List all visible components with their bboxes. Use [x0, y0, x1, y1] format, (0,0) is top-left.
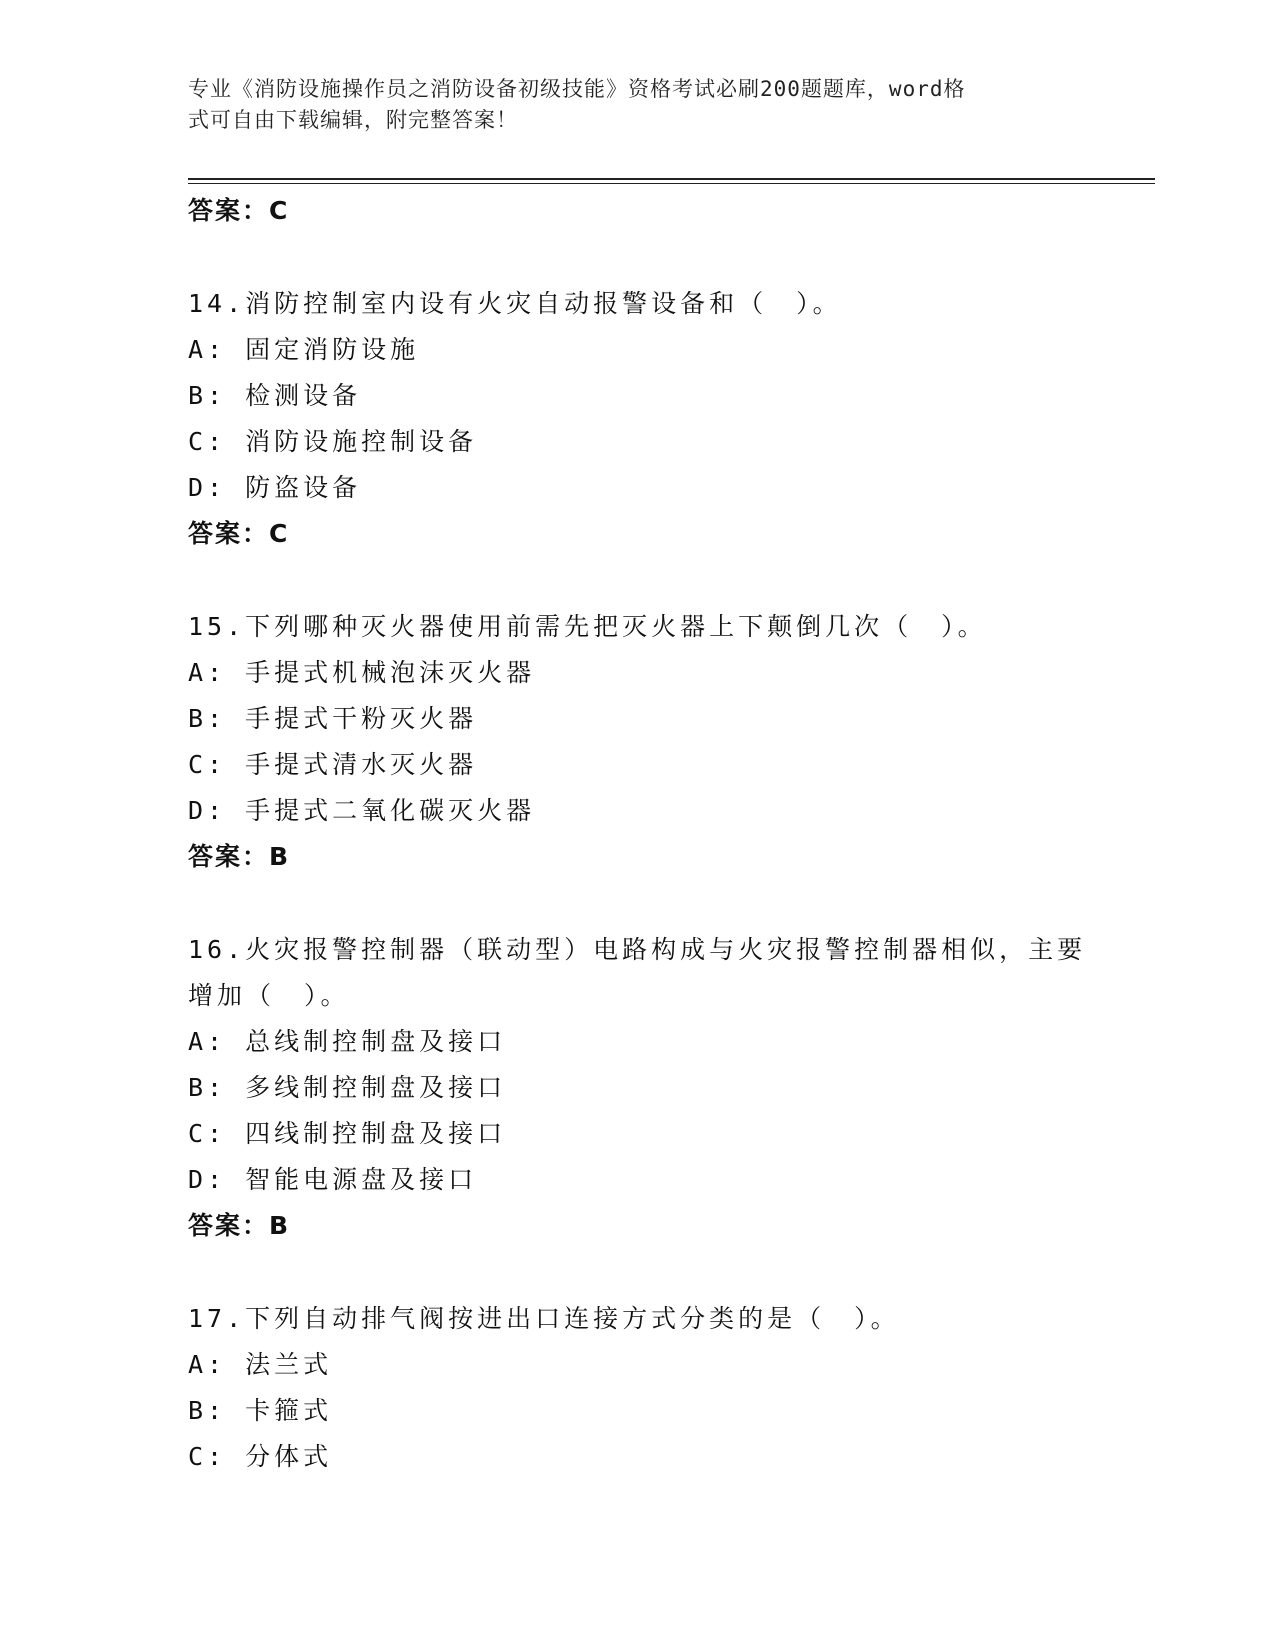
question-stem: 17.下列自动排气阀按进出口连接方式分类的是（ ）。	[188, 1304, 900, 1333]
header-line-1: 专业《消防设施操作员之消防设备初级技能》资格考试必刷200题题库，word格	[188, 77, 966, 101]
spacer	[188, 234, 1088, 281]
option-b: B: 检测设备	[188, 381, 362, 410]
previous-answer: 答案：C	[188, 196, 290, 225]
document-header	[188, 74, 1068, 136]
question-14	[188, 281, 1088, 557]
question-stem: 15.下列哪种灭火器使用前需先把灭火器上下颠倒几次（ ）。	[188, 612, 987, 641]
question-16	[188, 927, 1088, 1249]
header-divider-thin	[188, 183, 1155, 184]
question-stem: 16.火灾报警控制器（联动型）电路构成与火灾报警控制器相似，主要增加（ ）。	[188, 935, 1087, 1010]
option-c: C: 消防设施控制设备	[188, 427, 478, 456]
option-d: D: 防盗设备	[188, 473, 362, 502]
option-a: A: 法兰式	[188, 1350, 333, 1379]
option-c: C: 手提式清水灭火器	[188, 750, 478, 779]
option-a: A: 总线制控制盘及接口	[188, 1027, 507, 1056]
answer: 答案：B	[188, 1211, 291, 1240]
spacer	[188, 1249, 1088, 1296]
question-15	[188, 604, 1088, 880]
option-d: D: 智能电源盘及接口	[188, 1165, 478, 1194]
answer: 答案：C	[188, 519, 290, 548]
option-c: C: 分体式	[188, 1442, 333, 1471]
spacer	[188, 880, 1088, 927]
header-line-2: 式可自由下载编辑，附完整答案！	[188, 108, 518, 132]
option-b: B: 卡箍式	[188, 1396, 333, 1425]
answer: 答案：B	[188, 842, 291, 871]
spacer	[188, 557, 1088, 604]
question-stem: 14.消防控制室内设有火灾自动报警设备和（ ）。	[188, 289, 842, 318]
option-b: B: 手提式干粉灭火器	[188, 704, 478, 733]
option-d: D: 手提式二氧化碳灭火器	[188, 796, 536, 825]
header-divider-thick	[188, 178, 1155, 180]
option-a: A: 固定消防设施	[188, 335, 420, 364]
question-17	[188, 1296, 1088, 1480]
option-b: B: 多线制控制盘及接口	[188, 1073, 507, 1102]
option-a: A: 手提式机械泡沫灭火器	[188, 658, 536, 687]
question-list	[188, 188, 1088, 1480]
option-c: C: 四线制控制盘及接口	[188, 1119, 507, 1148]
